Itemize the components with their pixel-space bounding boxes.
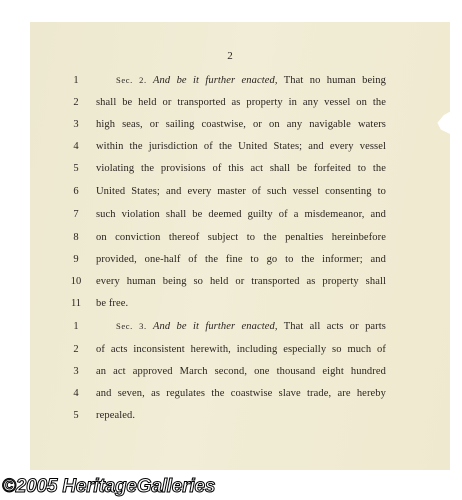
line-text (116, 321, 386, 332)
line-text: be free. (96, 298, 129, 309)
line-text: and seven, as regulates the coastwise slave trade, are hereby (96, 388, 386, 399)
line-text: an act approved March second, one thousand eight hundred (96, 366, 386, 377)
line-number: 3 (73, 366, 79, 377)
line-number: 1 (73, 321, 79, 332)
line-number: 4 (73, 141, 79, 152)
section-label: Sec. 2. (116, 75, 147, 85)
line-text: high seas, or sailing coastwise, or on any navigable waters (96, 119, 386, 130)
line-number: 11 (70, 298, 82, 309)
line-text: violating the provisions of this act shall be forfeited to the (96, 163, 386, 174)
line-number: 2 (73, 344, 79, 355)
line-number: 5 (73, 163, 79, 174)
line-number: 4 (73, 388, 79, 399)
line-text: United States; and every master of such vessel consenting to (96, 186, 386, 197)
section-label: Sec. 3. (116, 321, 147, 331)
line-number: 5 (73, 410, 79, 421)
line-text: shall be held or transported as property in any vessel on the (96, 97, 386, 108)
line-text: such violation shall be deemed guilty of a misdemeanor, and (96, 209, 386, 220)
copyright-watermark: ©2005 HeritageGalleries (2, 476, 216, 497)
line-number: 9 (73, 254, 79, 265)
line-text (116, 75, 386, 86)
document-page (30, 22, 450, 470)
page-number: 2 (227, 50, 233, 62)
line-number: 1 (73, 75, 79, 86)
line-number: 10 (70, 276, 82, 287)
line-text: repealed. (96, 410, 136, 421)
enacting-clause: And be it further enacted, (153, 321, 278, 332)
line-number: 6 (73, 186, 79, 197)
line-number: 2 (73, 97, 79, 108)
line-number: 8 (73, 232, 79, 243)
line-text: on conviction thereof subject to the penalties hereinbefore (96, 232, 386, 243)
line-number: 7 (73, 209, 79, 220)
line-body: That no human being (283, 75, 386, 86)
line-text: within the jurisdiction of the United States; and every vessel (96, 141, 386, 152)
line-text: every human being so held or transported as property shall (96, 276, 386, 287)
line-text: provided, one-half of the fine to go to the informer; and (96, 254, 386, 265)
line-number: 3 (73, 119, 79, 130)
line-body: That all acts or parts (283, 321, 386, 332)
enacting-clause: And be it further enacted, (153, 75, 278, 86)
line-text: of acts inconsistent herewith, including especially so much of (96, 344, 386, 355)
